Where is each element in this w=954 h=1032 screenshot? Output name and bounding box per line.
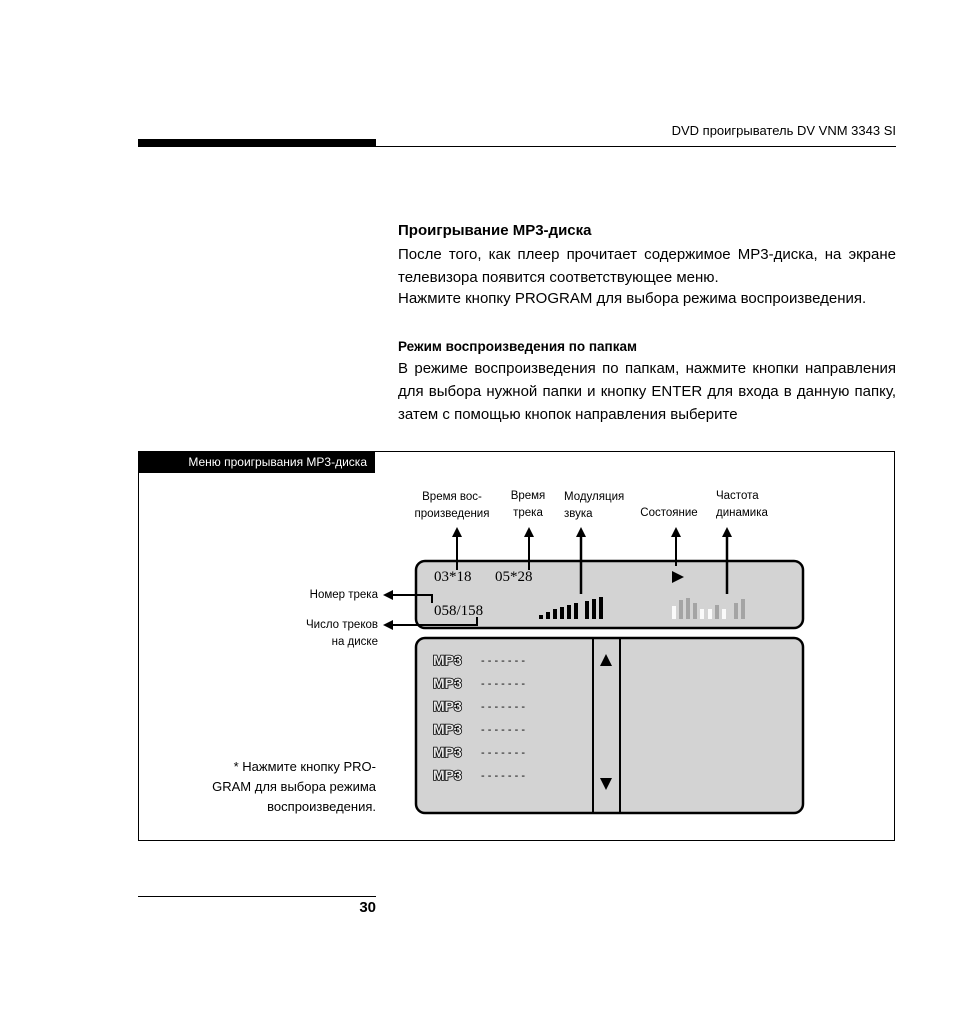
footnote bbox=[170, 757, 376, 817]
speaker-bar bbox=[686, 598, 690, 619]
mp3-file-label: MP3 bbox=[433, 744, 462, 760]
modulation-bar bbox=[574, 603, 578, 619]
modulation-bar bbox=[567, 605, 571, 619]
file-name-placeholder: - - - - - - - bbox=[481, 747, 525, 759]
speaker-bar bbox=[734, 603, 738, 619]
modulation-bar bbox=[599, 597, 603, 619]
label-modulation-line1: Модуляция bbox=[564, 491, 625, 503]
mp3-file-label: MP3 bbox=[433, 652, 462, 668]
label-play-time-line1: Время вос- bbox=[422, 491, 482, 503]
label-track-time-line1: Время bbox=[510, 490, 546, 502]
modulation-bar bbox=[560, 607, 564, 619]
file-name-placeholder: - - - - - - - bbox=[481, 701, 525, 713]
speaker-bar bbox=[708, 609, 712, 619]
speaker-bar bbox=[693, 603, 697, 619]
speaker-bar bbox=[722, 609, 726, 619]
mp3-file-label: MP3 bbox=[433, 675, 462, 691]
speaker-bar bbox=[700, 609, 704, 619]
subsection-heading: Режим воспроизведения по папкам bbox=[398, 339, 637, 354]
file-name-placeholder: - - - - - - - bbox=[481, 724, 525, 736]
speaker-bar bbox=[741, 599, 745, 619]
footnote-line1: * Нажмите кнопку PRO- bbox=[233, 759, 376, 774]
speaker-bar bbox=[672, 606, 676, 619]
label-track-time-line2: трека bbox=[513, 507, 543, 519]
figure-caption: Меню проигрывания MP3-диска bbox=[138, 452, 375, 473]
mp3-file-label: MP3 bbox=[433, 698, 462, 714]
label-track-number: Номер трека bbox=[309, 589, 378, 601]
modulation-bar bbox=[592, 599, 596, 619]
file-name-placeholder: - - - - - - - bbox=[481, 655, 525, 667]
section-heading: Проигрывание MP3-диска bbox=[398, 222, 592, 239]
play-time-readout: 03*18 bbox=[434, 569, 472, 585]
header-title: DVD проигрыватель DV VNM 3343 SI bbox=[671, 123, 896, 138]
page-number: 30 bbox=[359, 899, 376, 916]
paragraph-2-text: Нажмите кнопку PROGRAM для выбора режима воспроизведения. bbox=[398, 290, 867, 307]
footer-rule bbox=[138, 896, 376, 897]
label-state: Состояние bbox=[640, 507, 698, 519]
mp3-file-label: MP3 bbox=[433, 721, 462, 737]
file-name-placeholder: - - - - - - - bbox=[481, 770, 525, 782]
modulation-bar bbox=[546, 612, 550, 619]
label-play-time-line2: произведения bbox=[414, 508, 490, 520]
paragraph-3-text: В режиме воспроизведения по папкам, нажмите кнопки направления для выбора нужной папки и кнопку ENTER для входа в данную папку, затем с помощью кнопок направления выберите bbox=[398, 360, 896, 423]
modulation-bar bbox=[585, 601, 589, 619]
paragraph-1-text: После того, как плеер прочитает содержимое MP3-диска, на экране телевизора появится соответствующее меню. bbox=[398, 246, 896, 286]
label-speaker-line2: динамика bbox=[716, 507, 768, 519]
modulation-bar bbox=[553, 609, 557, 619]
label-speaker-line1: Частота bbox=[716, 490, 759, 502]
label-track-count-line1: Число треков bbox=[306, 619, 378, 631]
label-track-count-line2: на диске bbox=[331, 636, 378, 648]
mp3-file-label: MP3 bbox=[433, 767, 462, 783]
track-counter-readout: 058/158 bbox=[434, 603, 484, 619]
footnote-line3: воспроизведения. bbox=[267, 799, 376, 814]
speaker-bar bbox=[715, 605, 719, 619]
modulation-bar bbox=[539, 615, 543, 619]
track-time-readout: 05*28 bbox=[495, 569, 533, 585]
file-name-placeholder: - - - - - - - bbox=[481, 678, 525, 690]
footnote-line2: GRAM для выбора режима bbox=[212, 779, 376, 794]
label-modulation-line2: звука bbox=[564, 508, 593, 520]
speaker-bar bbox=[679, 600, 683, 619]
